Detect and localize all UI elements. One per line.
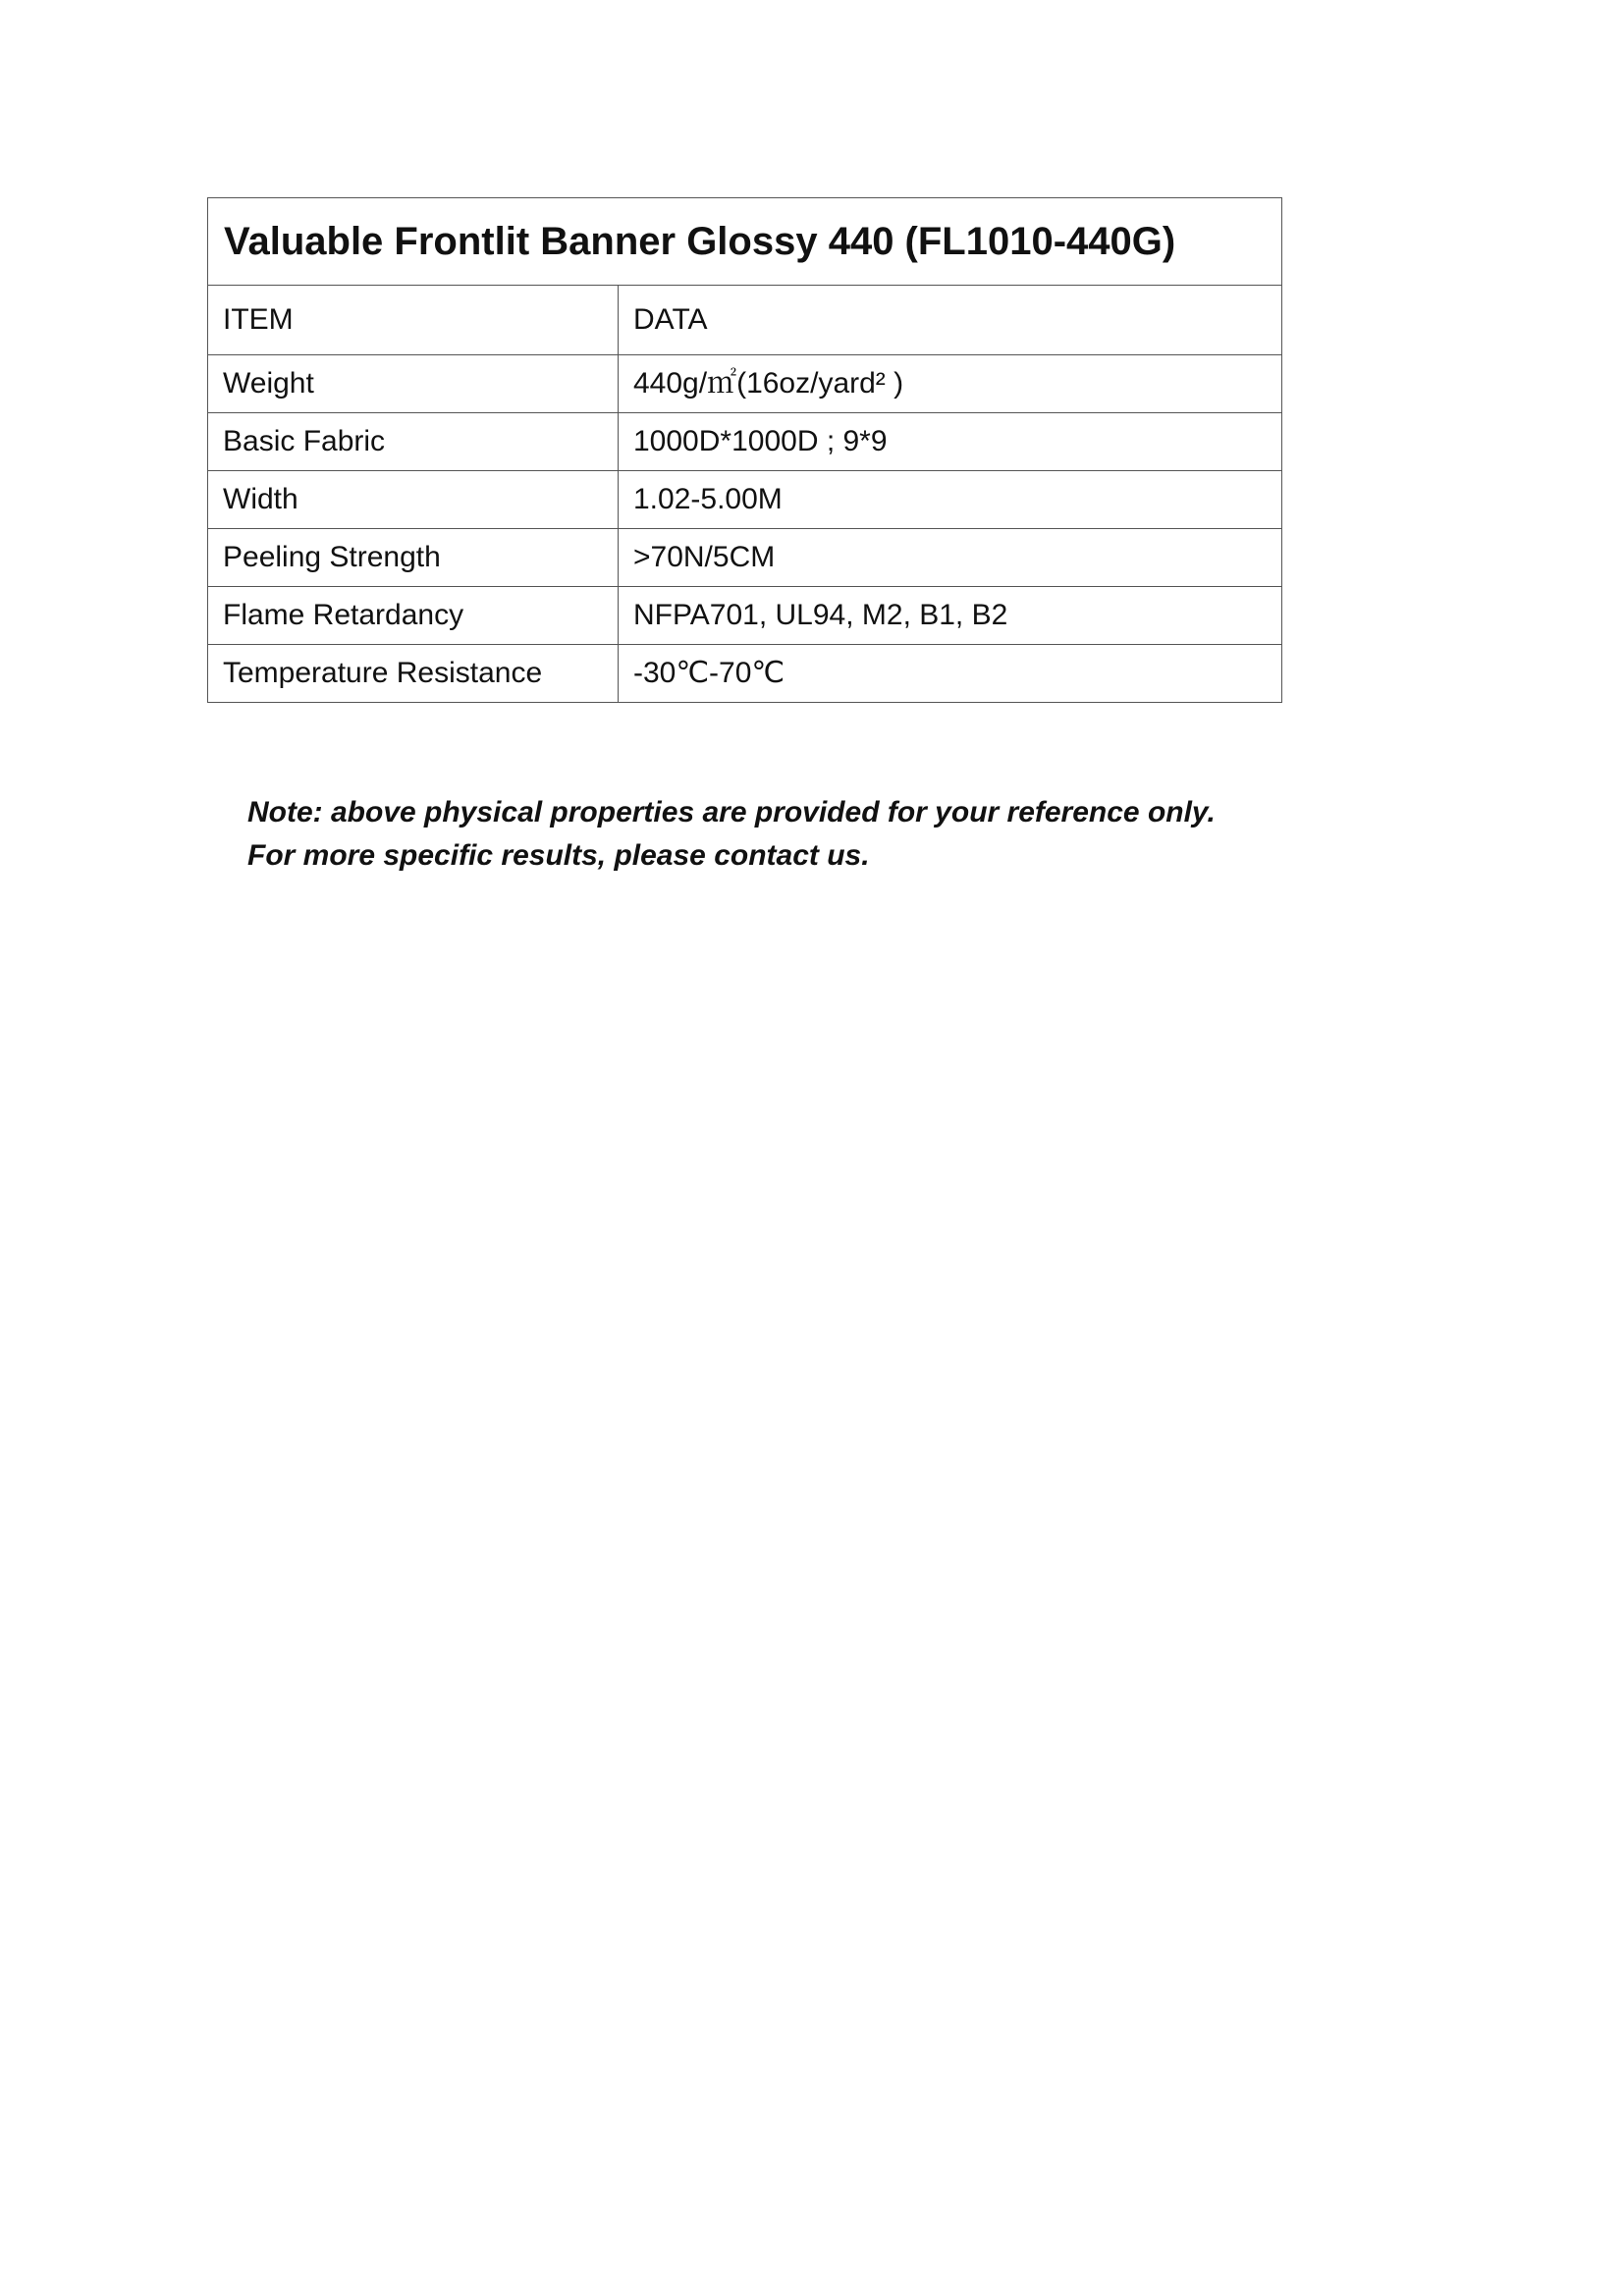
table-row (208, 471, 1282, 529)
column-header-item: ITEM (208, 286, 619, 355)
product-title: Valuable Frontlit Banner Glossy 440 (FL1010-440G) (208, 198, 1282, 286)
table-row (208, 645, 1282, 703)
spec-table (207, 197, 1282, 703)
note-line-1: Note: above physical properties are provided for your reference only. (247, 796, 1216, 828)
table-title-row (208, 198, 1282, 286)
table-header-row (208, 286, 1282, 355)
row-label: Basic Fabric (208, 413, 619, 471)
row-value: 440g/㎡(16oz/yard² ) (619, 355, 1282, 413)
row-value: 1.02-5.00M (619, 471, 1282, 529)
row-label: Weight (208, 355, 619, 413)
row-value: 1000D*1000D ; 9*9 (619, 413, 1282, 471)
column-header-data: DATA (619, 286, 1282, 355)
row-label: Peeling Strength (208, 529, 619, 587)
table-row (208, 529, 1282, 587)
reference-note (247, 791, 1216, 878)
row-value: >70N/5CM (619, 529, 1282, 587)
table-row (208, 587, 1282, 645)
row-label: Temperature Resistance (208, 645, 619, 703)
row-label: Width (208, 471, 619, 529)
note-line-2: For more specific results, please contact us. (247, 839, 870, 872)
row-value: -30℃-70℃ (619, 645, 1282, 703)
row-label: Flame Retardancy (208, 587, 619, 645)
table-row (208, 355, 1282, 413)
row-value: NFPA701, UL94, M2, B1, B2 (619, 587, 1282, 645)
table-row (208, 413, 1282, 471)
